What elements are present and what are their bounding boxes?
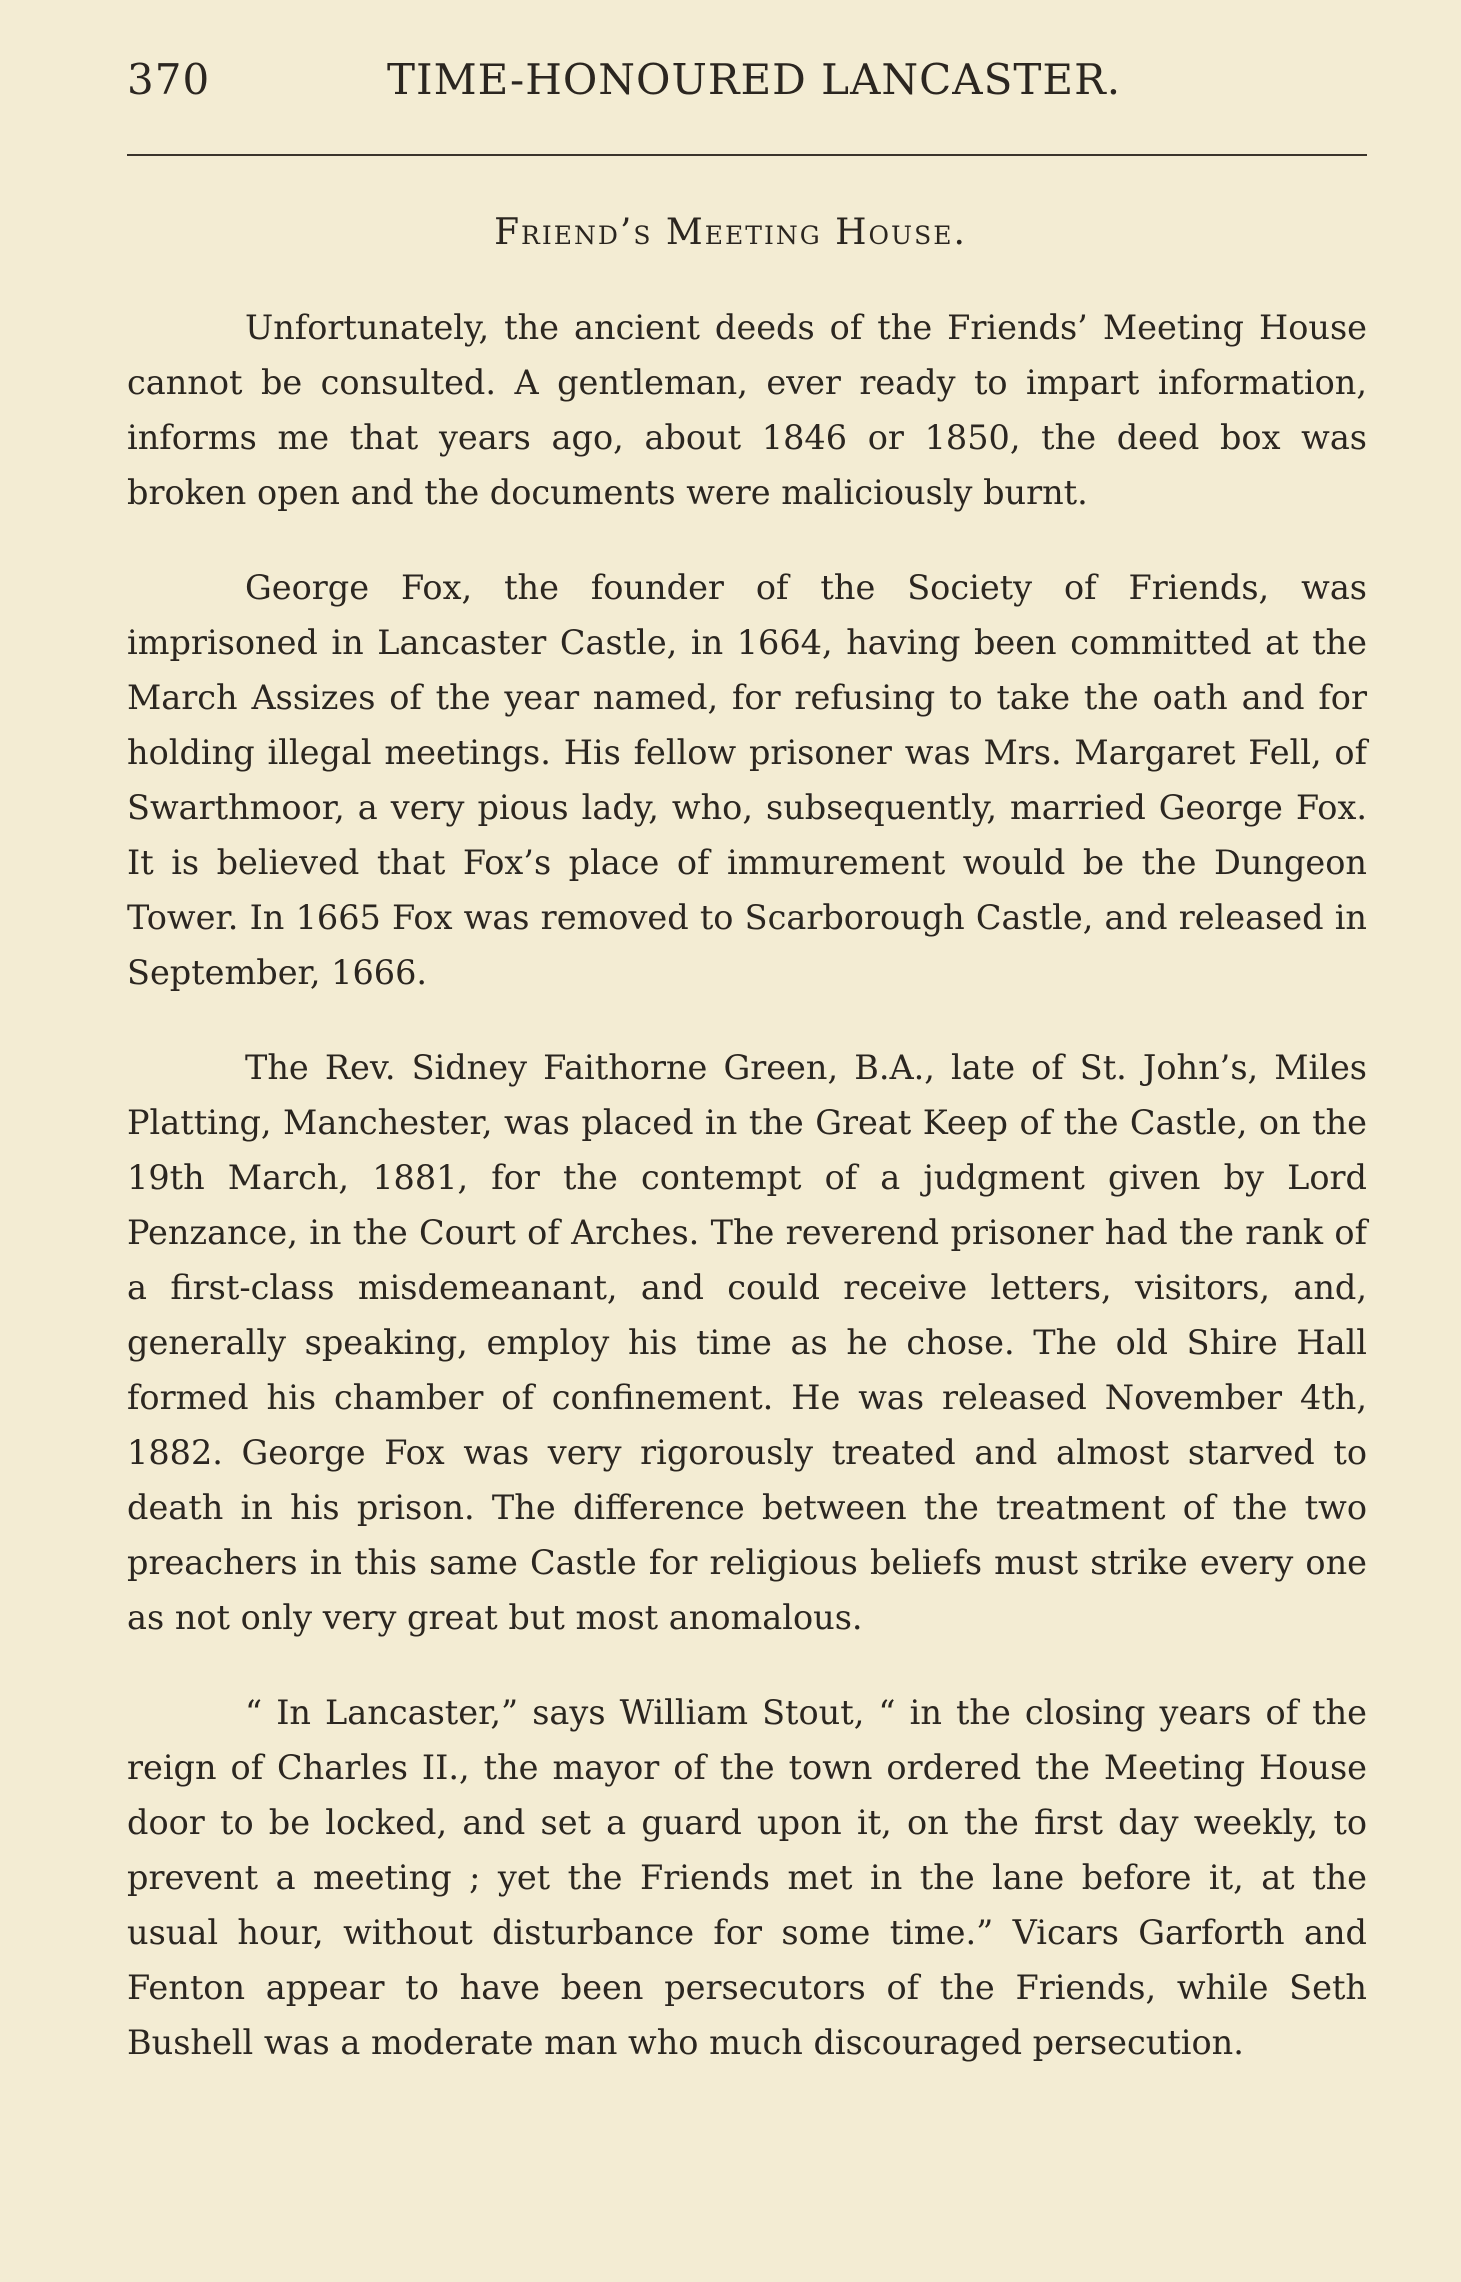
paragraph-william-stout: “ In Lancaster,” says William Stout, “ in the closing years of the reign of Charles II., the mayor of the town ordered the Meeting House door to be locked, and set a guard upon it, on the first day weekly, to prevent a meeting ; yet the Friends met in the lane before it, at the usual hour, without disturbance for some time.” Vicars Garforth and Fenton appear to have been persecutors of the Friends, while Seth Bushell was a moderate man who much discouraged persecution. bbox=[127, 1693, 1367, 2062]
paragraph-sidney-green: The Rev. Sidney Faithorne Green, B.A., late of St. John’s, Miles Platting, Manchester, was placed in the Great Keep of the Castle, on the 19th March, 1881, for the contempt of a judgment given by Lord Penzance, in the Court of Arches. The reverend prisoner had the rank of a first-class misdemeanant, and could receive letters, visitors, and, generally speaking, employ his time as he chose. The old Shire Hall formed his chamber of confinement. He was released November 4th, 1882. George Fox was very rigorously treated and almost starved to death in his prison. The difference between the treatment of the two preachers in this same Castle for religious beliefs must strike every one as not only very great but most anomalous. bbox=[127, 1048, 1367, 1637]
page-header bbox=[127, 55, 1367, 115]
page-number: 370 bbox=[127, 55, 211, 104]
paragraph-george-fox: George Fox, the founder of the Society of Friends, was imprisoned in Lancaster Castle, in 1664, having been committed at the March Assizes of the year named, for refusing to take the oath and for holding illegal meetings. His fellow prisoner was Mrs. Margaret Fell, of Swarthmoor, a very pious lady, who, subsequently, married George Fox. It is believed that Fox’s place of immurement would be the Dungeon Tower. In 1665 Fox was removed to Scarborough Castle, and released in September, 1666. bbox=[127, 568, 1367, 992]
paragraph-deeds: Unfortunately, the ancient deeds of the Friends’ Meeting House cannot be consulted. A gentleman, ever ready to impart information, informs me that years ago, about 1846 or 1850, the deed box was broken open and the documents were maliciously burnt. bbox=[127, 308, 1367, 512]
running-title: TIME-HONOURED LANCASTER. bbox=[387, 55, 1122, 104]
section-title: Friend’s Meeting House. bbox=[494, 212, 967, 253]
body-text bbox=[127, 300, 1367, 2110]
header-rule bbox=[127, 154, 1367, 156]
